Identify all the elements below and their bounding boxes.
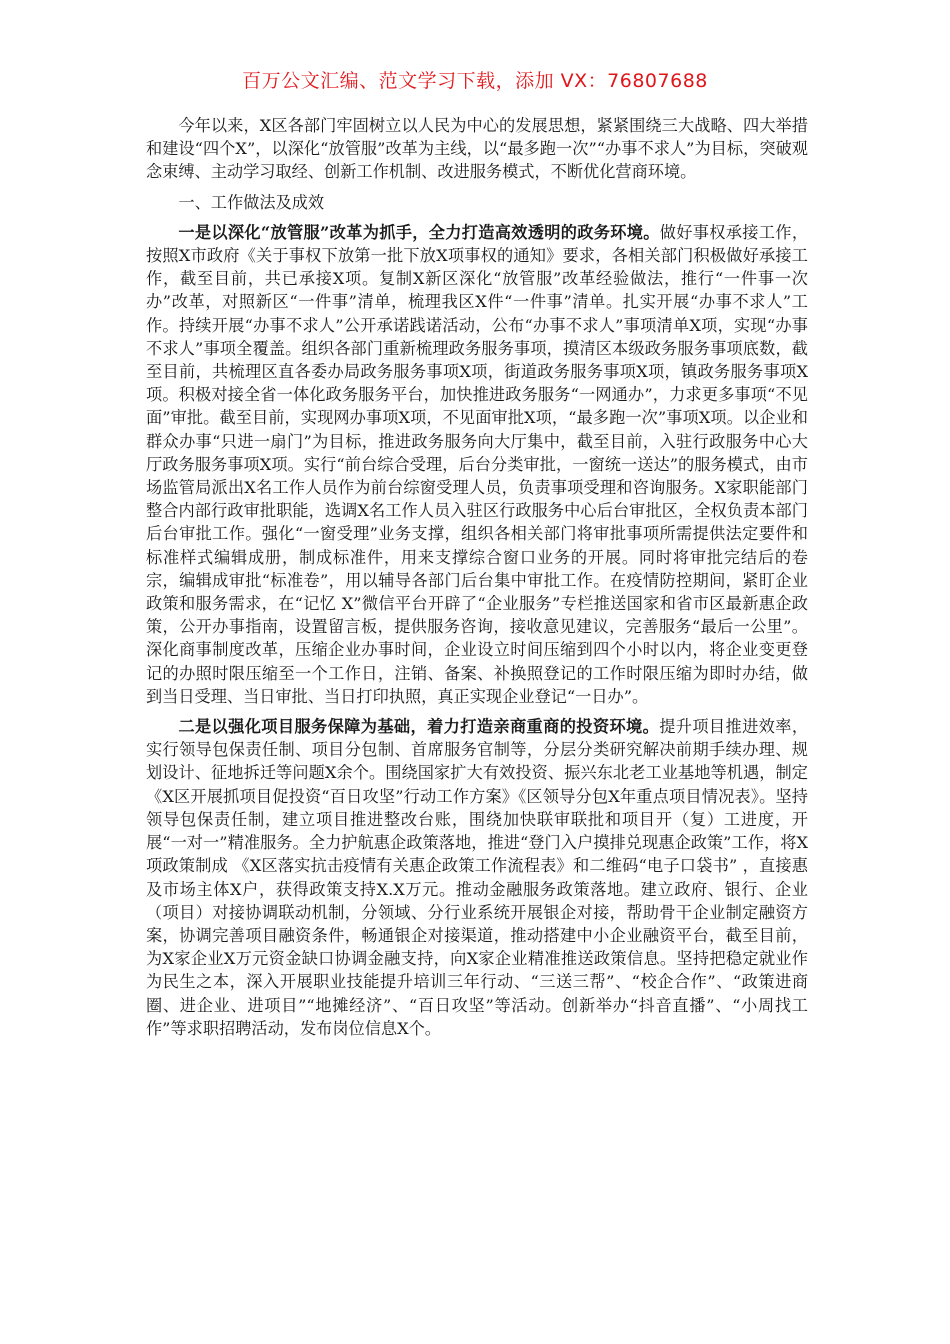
paragraph-1-lead: 一是以深化“放管服”改革为抓手，全力打造高效透明的政务环境。: [178, 222, 660, 242]
paragraph-2: [146, 715, 808, 1040]
paragraph-1-text: 做好事权承接工作，按照X市政府《关于事权下放第一批下放X项事权的通知》要求，各相关部门积极做好承接工作，截至目前，共已承接X项。复制X新区深化“放管服”改革经验做法，推行“一件事一次办”改革，对照新区“一件事”清单，梳理我区X件“一件事”清单。扎实开展“办事不求人”工作。持续开展“办事不求人”公开承诺践诺活动，公布“办事不求人”事项清单X项，实现“办事不求人”事项全覆盖。组织各部门重新梳理政务服务事项，摸清区本级政务服务事项底数，截至目前，共梳理区直各委办局政务服务事项X项，街道政务服务事项X项，镇政务服务事项X项。积极对接全省一体化政务服务平台，加快推进政务服务“一网通办”，力求更多事项“不见面”审批。截至目前，实现网办事项X项，不见面审批X项，“最多跑一次”事项X项。以企业和群众办事“只进一扇门”为目标，推进政务服务向大厅集中，截至目前，入驻行政服务中心大厅政务服务事项X项。实行“前台综合受理，后台分类审批，一窗统一送达”的服务模式，由市场监管局派出X名工作人员作为前台综窗受理人员，负责事项受理和咨询服务。X家职能部门整合内部行政审批职能，选调X名工作人员入驻区行政服务中心后台审批区，全权负责本部门后台审批工作。强化“一窗受理”业务支撑，组织各相关部门将审批事项所需提供法定要件和标准样式编辑成册，制成标准件，用来支撑综合窗口业务的开展。同时将审批完结后的卷宗，编辑成审批“标准卷”，用以辅导各部门后台集中审批工作。在疫情防控期间，紧盯企业政策和服务需求，在“记忆 X”微信平台开辟了“企业服务”专栏推送国家和省市区最新惠企政策，公开办事指南，设置留言板，提供服务咨询，接收意见建议，完善服务“最后一公里”。深化商事制度改革，压缩企业办事时间，企业设立时间压缩到四个小时以内，将企业变更登记的办照时限压缩至一个工作日，注销、备案、补换照登记的工作时限压缩为即时办结，做到当日受理、当日审批、当日打印执照，真正实现企业登记“一日办”。: [146, 222, 809, 706]
paragraph-2-lead: 二是以强化项目服务保障为基础，着力打造亲商重商的投资环境。: [178, 717, 660, 737]
intro-paragraph: 今年以来，X区各部门牢固树立以人民为中心的发展思想，紧紧围绕三大战略、四大举措和建设“四个X”，以深化“放管服”改革为主线，以“最多跑一次”“办事不求人”为目标，突破观念束缚、主动学习取经、创新工作机制、改进服务模式，不断优化营商环境。: [146, 116, 808, 182]
header-banner: 百万公文汇编、范文学习下载，添加 VX：76807688: [242, 70, 708, 92]
paragraph-1: [146, 221, 808, 708]
paragraph-2-text: 提升项目推进效率，实行领导包保责任制、项目分包制、首席服务官制等，分层分类研究解决前期手续办理、规划设计、征地拆迁等问题X余个。围绕国家扩大有效投资、振兴东北老工业基地等机遇，制定《X区开展抓项目促投资“百日攻坚”行动工作方案》《区领导分包X年重点项目情况表》。坚持领导包保责任制，建立项目推进整改台账，围绕加快联审联批和项目开（复）工进度，开展“一对一”精准服务。全力护航惠企政策落地，推进“登门入户摸排兑现惠企政策”工作，将X项政策制成 《X区落实抗击疫情有关惠企政策工作流程表》和二维码“电子口袋书” ，直接惠及市场主体X户，获得政策支持X.X万元。推动金融服务政策落地。建立政府、银行、企业（项目）对接协调联动机制，分领域、分行业系统开展银企对接，帮助骨干企业制定融资方案，协调完善项目融资条件，畅通银企对接渠道，推动搭建中小企业融资平台，截至目前，为X家企业X万元资金缺口协调金融支持，向X家企业精准推送政策信息。坚持把稳定就业作为民生之本，深入开展职业技能提升培训三年行动、“三送三帮”、“校企合作”、“政策进商圈、进企业、进项目”“地摊经济”、“百日攻坚”等活动。创新举办“抖音直播”、“小周找工作”等求职招聘活动，发布岗位信息X个。: [146, 717, 809, 1038]
document-body: [146, 114, 808, 1047]
section-heading: 一、工作做法及成效: [178, 192, 325, 212]
